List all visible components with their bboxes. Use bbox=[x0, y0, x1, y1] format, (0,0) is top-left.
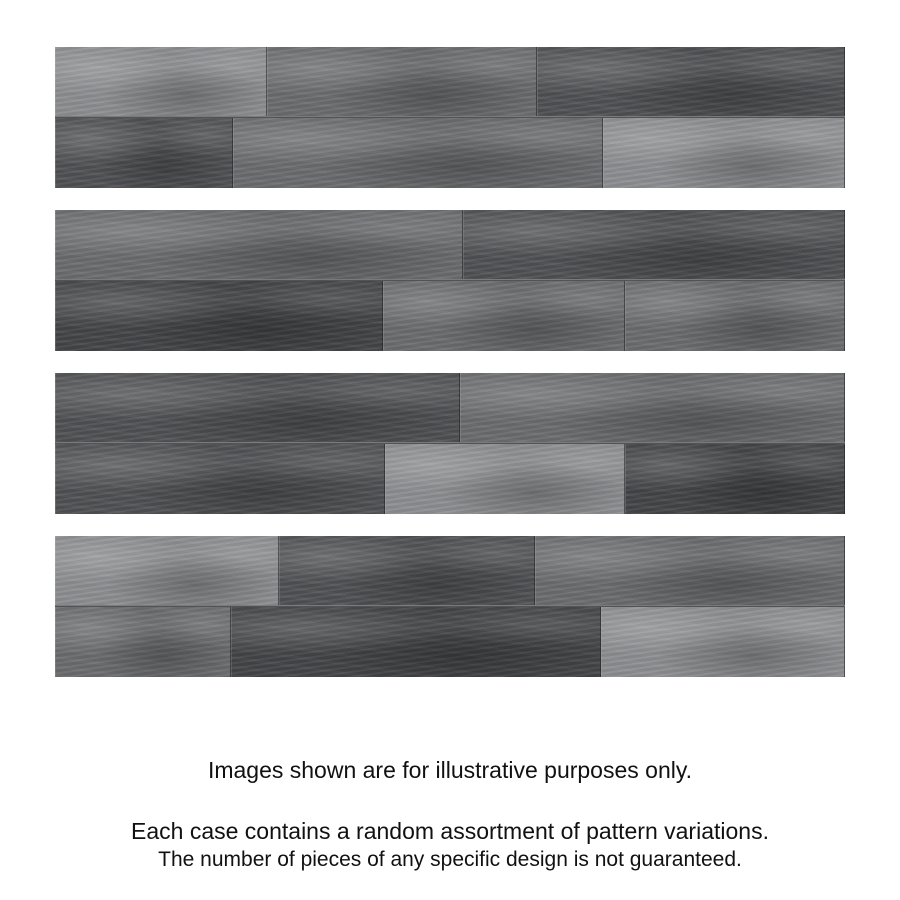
stone-course-top bbox=[55, 210, 845, 280]
mortar-joint bbox=[55, 605, 845, 607]
disclaimer-text: Images shown are for illustrative purposes only. bbox=[207, 757, 693, 783]
stone-piece bbox=[625, 444, 845, 514]
stone-piece bbox=[55, 118, 233, 188]
stone-piece bbox=[55, 47, 267, 117]
stone-panel-1 bbox=[55, 47, 845, 188]
stone-piece bbox=[625, 281, 845, 351]
stone-piece bbox=[55, 536, 279, 606]
stone-piece bbox=[463, 210, 845, 280]
stone-course-top bbox=[55, 373, 845, 443]
stone-piece bbox=[279, 536, 535, 606]
mortar-joint bbox=[55, 279, 845, 281]
stone-piece bbox=[460, 373, 845, 443]
stone-panel-3 bbox=[55, 373, 845, 514]
stone-course-bottom bbox=[55, 118, 845, 188]
stone-piece bbox=[537, 47, 845, 117]
stone-piece bbox=[55, 373, 460, 443]
guarantee-note: The number of pieces of any specific design is not guaranteed. bbox=[158, 848, 742, 871]
stone-piece bbox=[55, 210, 463, 280]
stone-piece bbox=[267, 47, 537, 117]
stone-piece bbox=[385, 444, 625, 514]
stone-course-top bbox=[55, 536, 845, 606]
stone-piece bbox=[231, 607, 601, 677]
stone-panel-2 bbox=[55, 210, 845, 351]
stone-piece bbox=[55, 607, 231, 677]
stone-course-top bbox=[55, 47, 845, 117]
stone-piece bbox=[233, 118, 603, 188]
stone-course-bottom bbox=[55, 607, 845, 677]
stone-piece bbox=[55, 281, 383, 351]
stone-panel-4 bbox=[55, 536, 845, 677]
stone-piece bbox=[383, 281, 625, 351]
mortar-joint bbox=[55, 116, 845, 118]
stone-piece bbox=[601, 607, 845, 677]
stone-course-bottom bbox=[55, 444, 845, 514]
stone-piece bbox=[55, 444, 385, 514]
stone-piece bbox=[603, 118, 845, 188]
assortment-note: Each case contains a random assortment of pattern variations. bbox=[131, 818, 769, 844]
stone-course-bottom bbox=[55, 281, 845, 351]
mortar-joint bbox=[55, 442, 845, 444]
stone-piece bbox=[535, 536, 845, 606]
